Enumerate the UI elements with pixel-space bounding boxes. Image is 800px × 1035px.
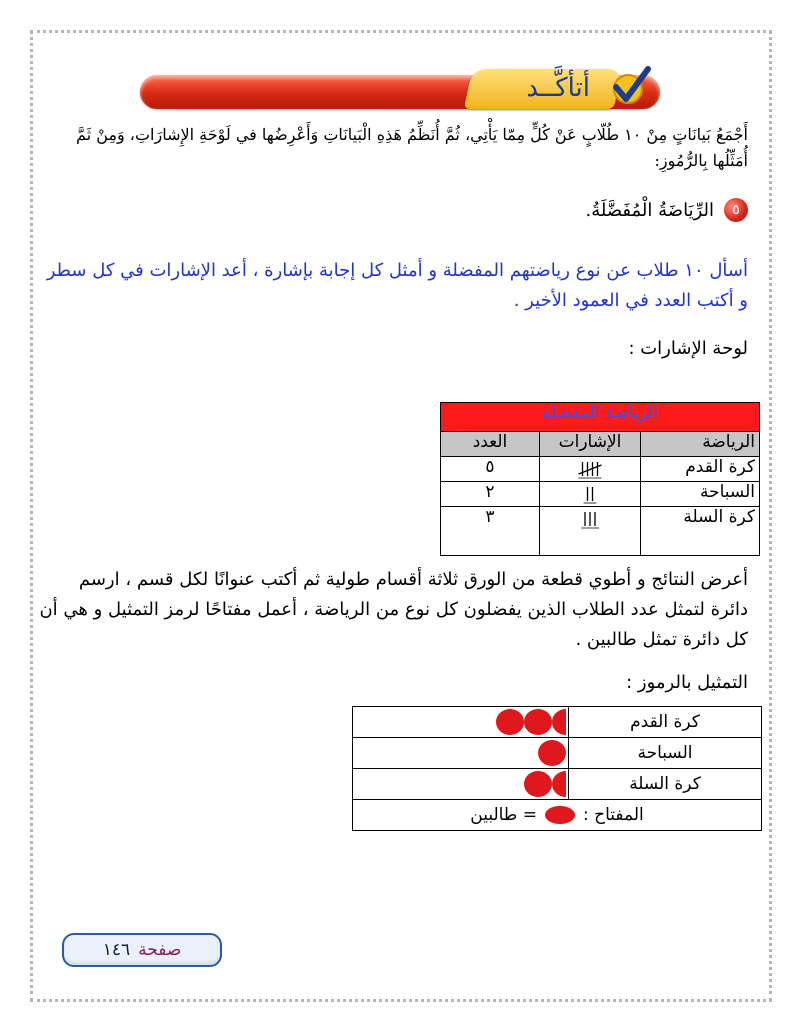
table-row (353, 769, 762, 800)
exercise-item (585, 198, 748, 222)
half-circle-symbol-icon (552, 709, 566, 735)
picto-label: التمثيل بالرموز : (626, 672, 748, 693)
sport-cell: السباحة (641, 482, 760, 507)
half-circle-symbol-icon (552, 771, 566, 797)
header-sport: الرياضة (641, 432, 760, 457)
circle-symbol-icon (524, 709, 552, 735)
tally-table (440, 402, 760, 556)
tally-icon (573, 510, 607, 530)
header-count: العدد (441, 432, 540, 457)
tally-icon (573, 460, 607, 480)
pictograph-table (352, 706, 762, 831)
tally-marks (540, 482, 641, 507)
half-circle-fill (552, 771, 566, 797)
table-row (441, 482, 760, 507)
picto-symbols (353, 769, 569, 800)
picto-symbols (353, 707, 569, 738)
circle-symbol-icon (545, 806, 575, 824)
table-row (353, 707, 762, 738)
table-row (353, 738, 762, 769)
picto-symbols (353, 738, 569, 769)
item-number: ٥ (724, 198, 748, 222)
page-number-box (62, 933, 222, 967)
table-row (441, 457, 760, 482)
symbol-group (524, 771, 566, 799)
picto-key (470, 805, 644, 825)
instruction-text-1: أسأل ١٠ طلاب عن نوع رياضتهم المفضلة و أمثل كل إجابة بإشارة ، أعد الإشارات في كل سطر و أكتب العدد في العمود الأخير . (46, 260, 748, 311)
sport-cell: كرة السلة (641, 507, 760, 556)
circle-symbol-icon (496, 709, 524, 735)
tally-marks (540, 457, 641, 482)
header-tally: الإشارات (540, 432, 641, 457)
symbol-group (538, 740, 566, 768)
sport-cell: كرة القدم (641, 457, 760, 482)
circle-symbol-icon (538, 740, 566, 766)
picto-sport: كرة القدم (569, 707, 762, 738)
banner-title: أتأكَّــد (526, 73, 590, 103)
tally-marks (540, 507, 641, 556)
count-cell: ٣ (441, 507, 540, 556)
key-label: المفتاح : (583, 805, 644, 825)
key-value: = طالبين (470, 805, 537, 825)
half-circle-fill (552, 709, 566, 735)
intro-text: أَجْمَعُ بَيانَاتٍ مِنْ ١٠ طُلّابٍ عَنْ كُلٍّ مِمّا يَأْتِي، ثُمَّ أُنَظِّمُ هَذِهِ الْبَيانَاتِ وَأَعْرِضُها في لَوْحَةِ الإِشارَاتِ، وَمِنْ ثَمَّ أُمَثِّلُها بِالرُّمُوزِ: (76, 125, 748, 170)
page-label: صفحة (138, 940, 182, 960)
item-label: الرِّيَاضَةُ الْمُفَضَّلَةُ. (585, 199, 714, 221)
key-row (353, 800, 762, 831)
count-cell: ٢ (441, 482, 540, 507)
symbol-group (496, 709, 566, 737)
checkmark-icon (606, 63, 652, 109)
tally-caption: الرياضة المفضلة (441, 403, 760, 432)
instruction-text-2: أعرض النتائج و أطوي قطعة من الورق ثلاثة أقسام طولية ثم أكتب عنوانًا لكل قسم ، ارسم دائرة لتمثل عدد الطلاب الذين يفضلون كل نوع من الرياضة ، أعمل مفتاحًا لرمز التمثيل و هي أن كل دائرة تمثل طالبين . (39, 569, 748, 650)
page-number: ١٤٦ (102, 940, 131, 960)
picto-sport: السباحة (569, 738, 762, 769)
picto-sport: كرة السلة (569, 769, 762, 800)
circle-symbol-icon (524, 771, 552, 797)
tally-label: لوحة الإشارات : (628, 338, 748, 359)
tally-icon (573, 485, 607, 505)
section-banner (140, 75, 660, 109)
count-cell: ٥ (441, 457, 540, 482)
table-row (441, 507, 760, 556)
